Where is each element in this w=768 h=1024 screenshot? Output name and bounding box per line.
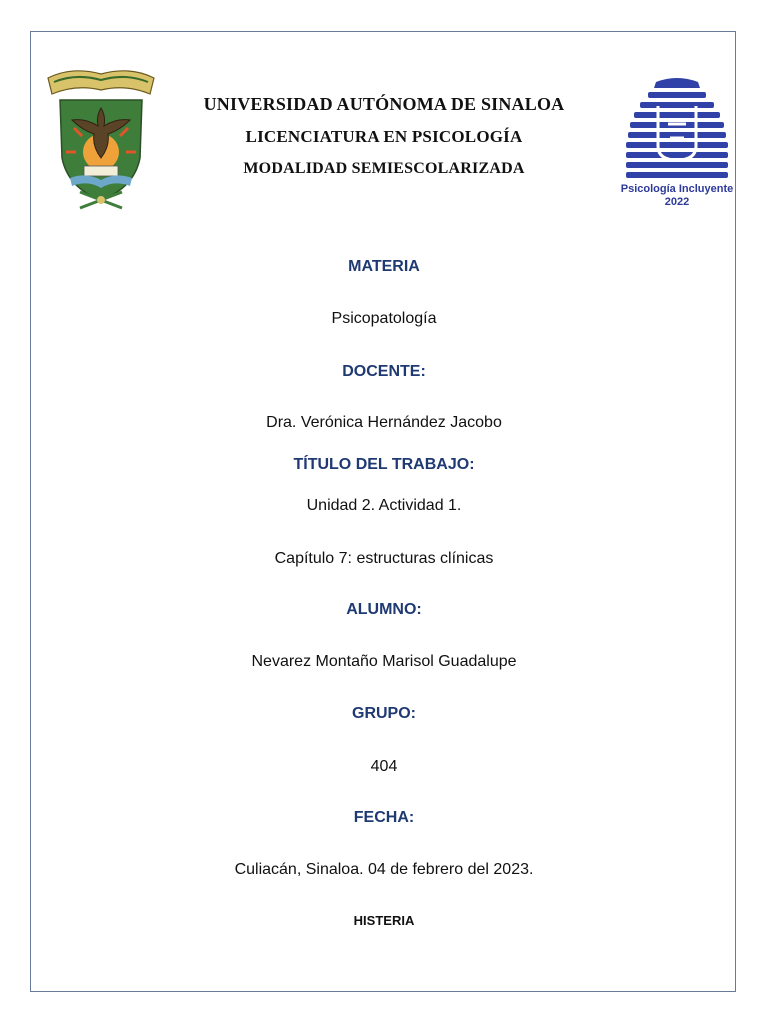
document-topic: HISTERIA xyxy=(353,913,415,928)
alumno-label: ALUMNO: xyxy=(346,601,422,618)
program-name: LICENCIATURA EN PSICOLOGÍA xyxy=(245,127,523,146)
materia-value: Psicopatología xyxy=(331,310,437,327)
titulo-label: TÍTULO DEL TRABAJO: xyxy=(293,456,475,473)
materia-label: MATERIA xyxy=(348,258,420,275)
titulo-value-unit: Unidad 2. Actividad 1. xyxy=(306,497,462,514)
docente-value: Dra. Verónica Hernández Jacobo xyxy=(266,414,502,431)
logo-caption-name: Psicología Incluyente xyxy=(620,183,734,195)
university-name: UNIVERSIDAD AUTÓNOMA DE SINALOA xyxy=(203,94,565,114)
docente-label: DOCENTE: xyxy=(342,363,426,380)
fecha-label: FECHA: xyxy=(353,809,415,826)
grupo-value: 404 xyxy=(370,758,398,775)
alumno-value: Nevarez Montaño Marisol Guadalupe xyxy=(251,653,517,670)
titulo-value-chapter: Capítulo 7: estructuras clínicas xyxy=(274,550,494,567)
logo-caption-year: 2022 xyxy=(664,196,690,208)
fecha-value: Culiacán, Sinaloa. 04 de febrero del 2023. xyxy=(234,861,534,878)
modality-name: MODALIDAD SEMIESCOLARIZADA xyxy=(243,160,525,177)
grupo-label: GRUPO: xyxy=(352,705,416,722)
